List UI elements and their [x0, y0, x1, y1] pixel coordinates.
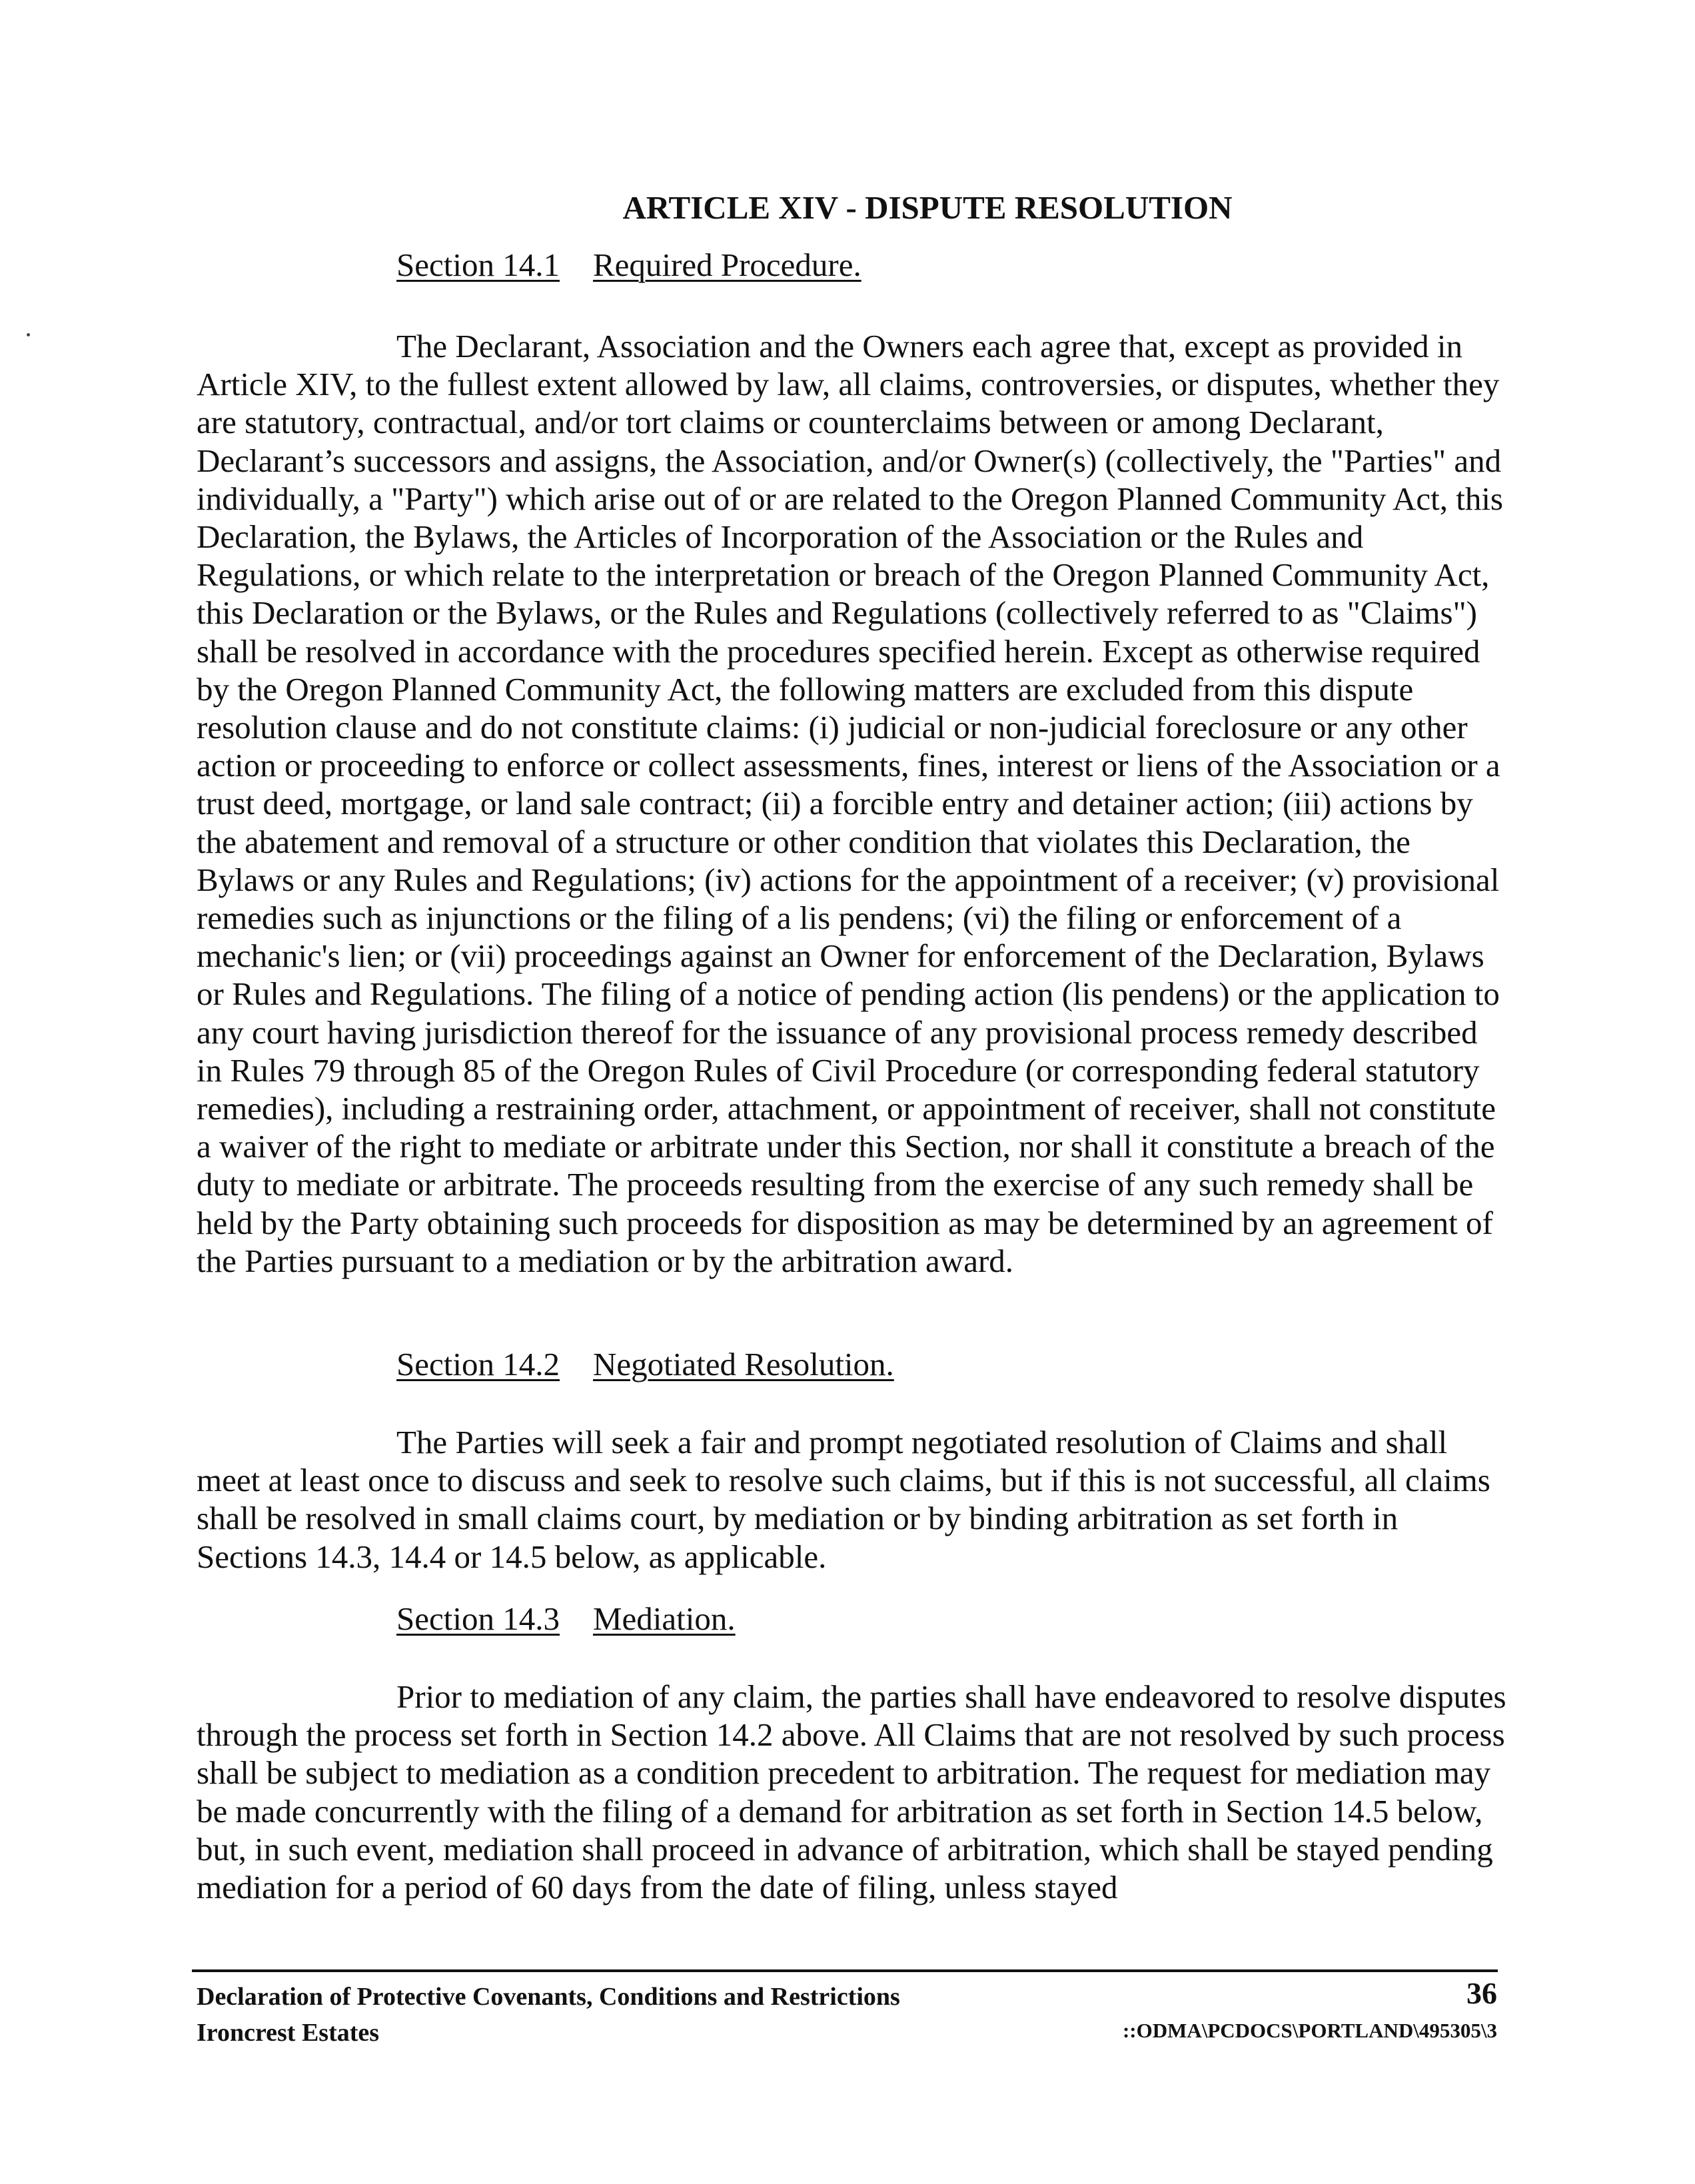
section-14-1-body: The Declarant, Association and the Owners each agree that, except as provided in Article XIV, to the fullest extent allowed by law, all claims, controversies, or disputes, whether they are statutory, contractual, and/or tort claims or counterclaims between or among Declarant, Declarant’s successors and assigns, the Association, and/or Owner(s) (collectively, the "Parties" and individually, a "Party") which arise out of or are related to the Oregon Planned Community Act, this Declaration, the Bylaws, the Articles of Incorporation of the Association or the Rules and Regulations, or which relate to the interpretation or breach of the Oregon Planned Community Act, this Declaration or the Bylaws, or the Rules and Regulations (collectively referred to as "Claims") shall be resolved in accordance with the procedures specified herein. Except as otherwise required by the Oregon Planned Community Act, the following matters are excluded from this dispute resolution clause and do not constitute claims: (i) judicial or non-judicial foreclosure or any other action or proceeding to enforce or collect assessments, fines, interest or liens of the Association or a trust deed, mortgage, or land sale contract; (ii) a forcible entry and detainer action; (iii) actions by the abatement and removal of a structure or other condition that violates this Declaration, the Bylaws or any Rules and Regulations; (iv) actions for the appointment of a receiver; (v) provisional remedies such as injunctions or the filing of a lis pendens; (vi) the filing or enforcement of a mechanic's lien; or (vii) proceedings against an Owner for enforcement of the Declaration, Bylaws or Rules and Regulations. The filing of a notice of pending action (lis pendens) or the application to any court having jurisdiction thereof for the issuance of any provisional process remedy described in Rules 79 through 85 of the Oregon Rules of Civil Procedure (or corresponding federal statutory remedies), including a restraining order, attachment, or appointment of receiver, shall not constitute a waiver of the right to mediate or arbitrate under this Section, nor shall it constitute a breach of the duty to mediate or arbitrate. The proceeds resulting from the exercise of any such remedy shall be held by the Party obtaining such proceeds for disposition as may be determined by an agreement of the Parties pursuant to a mediation or by the arbitration award. [197, 328, 1504, 1279]
section-title: Required Procedure. [592, 247, 861, 283]
footer-left [197, 1979, 900, 2051]
footer-doc-path: ::ODMA\PCDOCS\PORTLAND\495305\3 [1122, 2019, 1497, 2042]
section-14-2-body: The Parties will seek a fair and prompt negotiated resolution of Claims and shall meet at least once to discuss and seek to resolve such claims, but if this is not successful, all claims shall be resolved in small claims court, by mediation or by binding arbitration as set forth in Sections 14.3, 14.4 or 14.5 below, as applicable. [197, 1424, 1490, 1575]
footer-project-name: Ironcrest Estates [197, 2019, 380, 2047]
section-title: Mediation. [592, 1600, 736, 1637]
page-number: 36 [1466, 1976, 1497, 2010]
footer-document-title: Declaration of Protective Covenants, Conditions and Restrictions [197, 1983, 900, 2011]
section-14-3-body: Prior to mediation of any claim, the parties shall have endeavored to resolve disputes through the process set forth in Section 14.2 above. All Claims that are not resolved by such process shall be subject to mediation as a condition precedent to arbitration. The request for mediation may be made concurrently with the filing of a demand for arbitration as set forth in Section 14.5 below, but, in such event, mediation shall proceed in advance of arbitration, which shall be stayed pending mediation for a period of 60 days from the date of filing, unless stayed [197, 1678, 1506, 1906]
section-title: Negotiated Resolution. [592, 1346, 894, 1382]
section-number: Section 14.2 [396, 1346, 560, 1382]
section-heading-14-1 [396, 245, 861, 285]
section-heading-14-3 [396, 1599, 736, 1639]
section-number: Section 14.3 [396, 1600, 560, 1637]
scan-speck [27, 333, 30, 336]
footer-divider [192, 1969, 1498, 1972]
section-heading-14-2 [396, 1345, 894, 1384]
section-number: Section 14.1 [396, 247, 560, 283]
article-title: ARTICLE XIV - DISPUTE RESOLUTION [622, 189, 1233, 226]
